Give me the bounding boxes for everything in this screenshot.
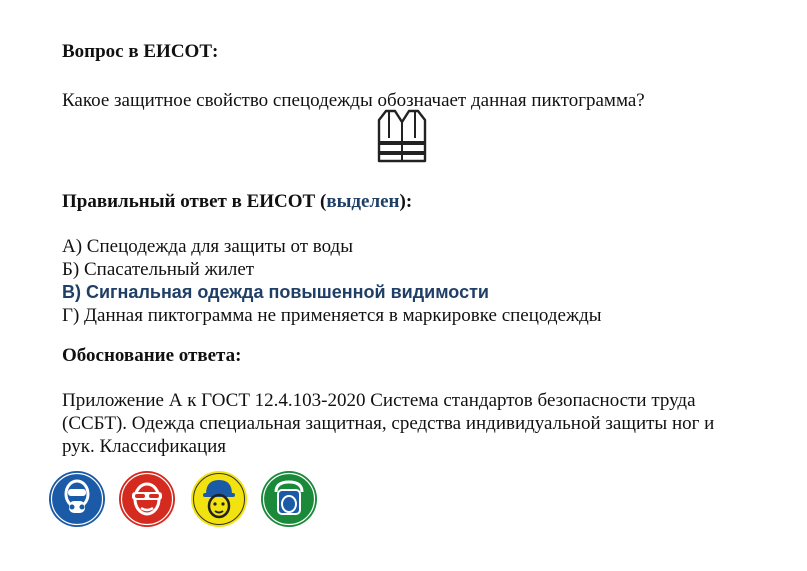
answer-option-d: Г) Данная пиктограмма не применяется в маркировке спецодежды <box>62 305 602 326</box>
question-text: Какое защитное свойство спецодежды обозначает данная пиктограмма? <box>62 90 645 111</box>
eye-protection-icon <box>118 470 176 528</box>
answer-options <box>62 235 602 327</box>
hard-hat-icon <box>190 470 248 528</box>
face-shield-icon <box>260 470 318 528</box>
question-heading: Вопрос в ЕИСОТ: <box>62 41 219 62</box>
highlight-note: выделен <box>326 191 400 212</box>
answer-heading: Правильный ответ в ЕИСОТ (выделен): <box>62 191 413 212</box>
justification-heading: Обоснование ответа: <box>62 345 242 366</box>
high-visibility-vest-icon <box>376 108 428 164</box>
respirator-mandatory-icon <box>48 470 106 528</box>
answer-option-b: Б) Спасательный жилет <box>62 259 255 280</box>
justification-text: Приложение А к ГОСТ 12.4.103-2020 Система стандартов безопасности труда (ССБТ). Одежда специальная защитная, средства индивидуальной защиты ног и рук. Классификация <box>62 390 715 457</box>
answer-option-a: А) Спецодежда для защиты от воды <box>62 236 353 257</box>
answer-option-c-correct: В) Сигнальная одежда повышенной видимости <box>62 282 489 302</box>
